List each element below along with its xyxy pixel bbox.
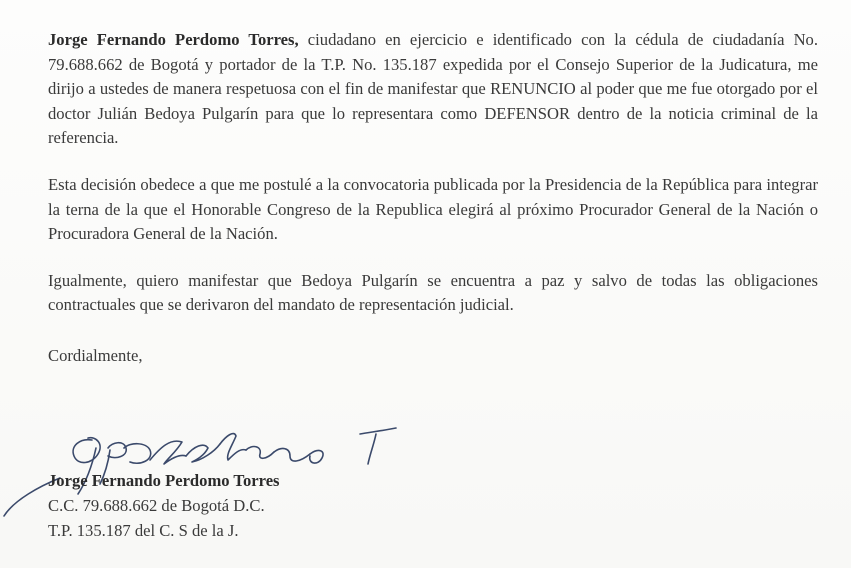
paragraph-introduction bbox=[48, 28, 818, 151]
paragraph-reason: Esta decisión obedece a que me postulé a la convocatoria publicada por la Presidencia de la República para integrar la terna de la que el Honorable Congreso de la Republica elegirá al próximo Procurador General de la Nación o Procuradora General de la Nación. bbox=[48, 174, 818, 244]
paragraph-clearance: Igualmente, quiero manifestar que Bedoya Pulgarín se encuentra a paz y salvo de todas las obligaciones contractuales que se derivaron del mandato de representación judicial. bbox=[48, 270, 818, 315]
signer-tp-line: T.P. 135.187 del C. S de la J. bbox=[48, 521, 239, 540]
signer-id-line: C.C. 79.688.662 de Bogotá D.C. bbox=[48, 496, 265, 515]
signature-block bbox=[48, 468, 280, 543]
paragraph-introduction-text: ciudadano en ejercicio e identificado con la cédula de ciudadanía No. 79.688.662 de Bogotá y portador de la T.P. No. 135.187 expedida por el Consejo Superior de la Judicatura, me dirijo a ustedes de manera respetuosa con el fin de manifestar que RENUNCIO al poder que me fue otorgado por el doctor Julián Bedoya Pulgarín para que lo representara como DEFENSOR dentro de la noticia criminal de la referencia. bbox=[48, 30, 819, 148]
signer-name: Jorge Fernando Perdomo Torres bbox=[48, 471, 280, 490]
letter-body bbox=[48, 28, 818, 368]
closing-salutation: Cordialmente, bbox=[48, 345, 143, 365]
sender-name-bold: Jorge Fernando Perdomo Torres, bbox=[48, 30, 299, 49]
